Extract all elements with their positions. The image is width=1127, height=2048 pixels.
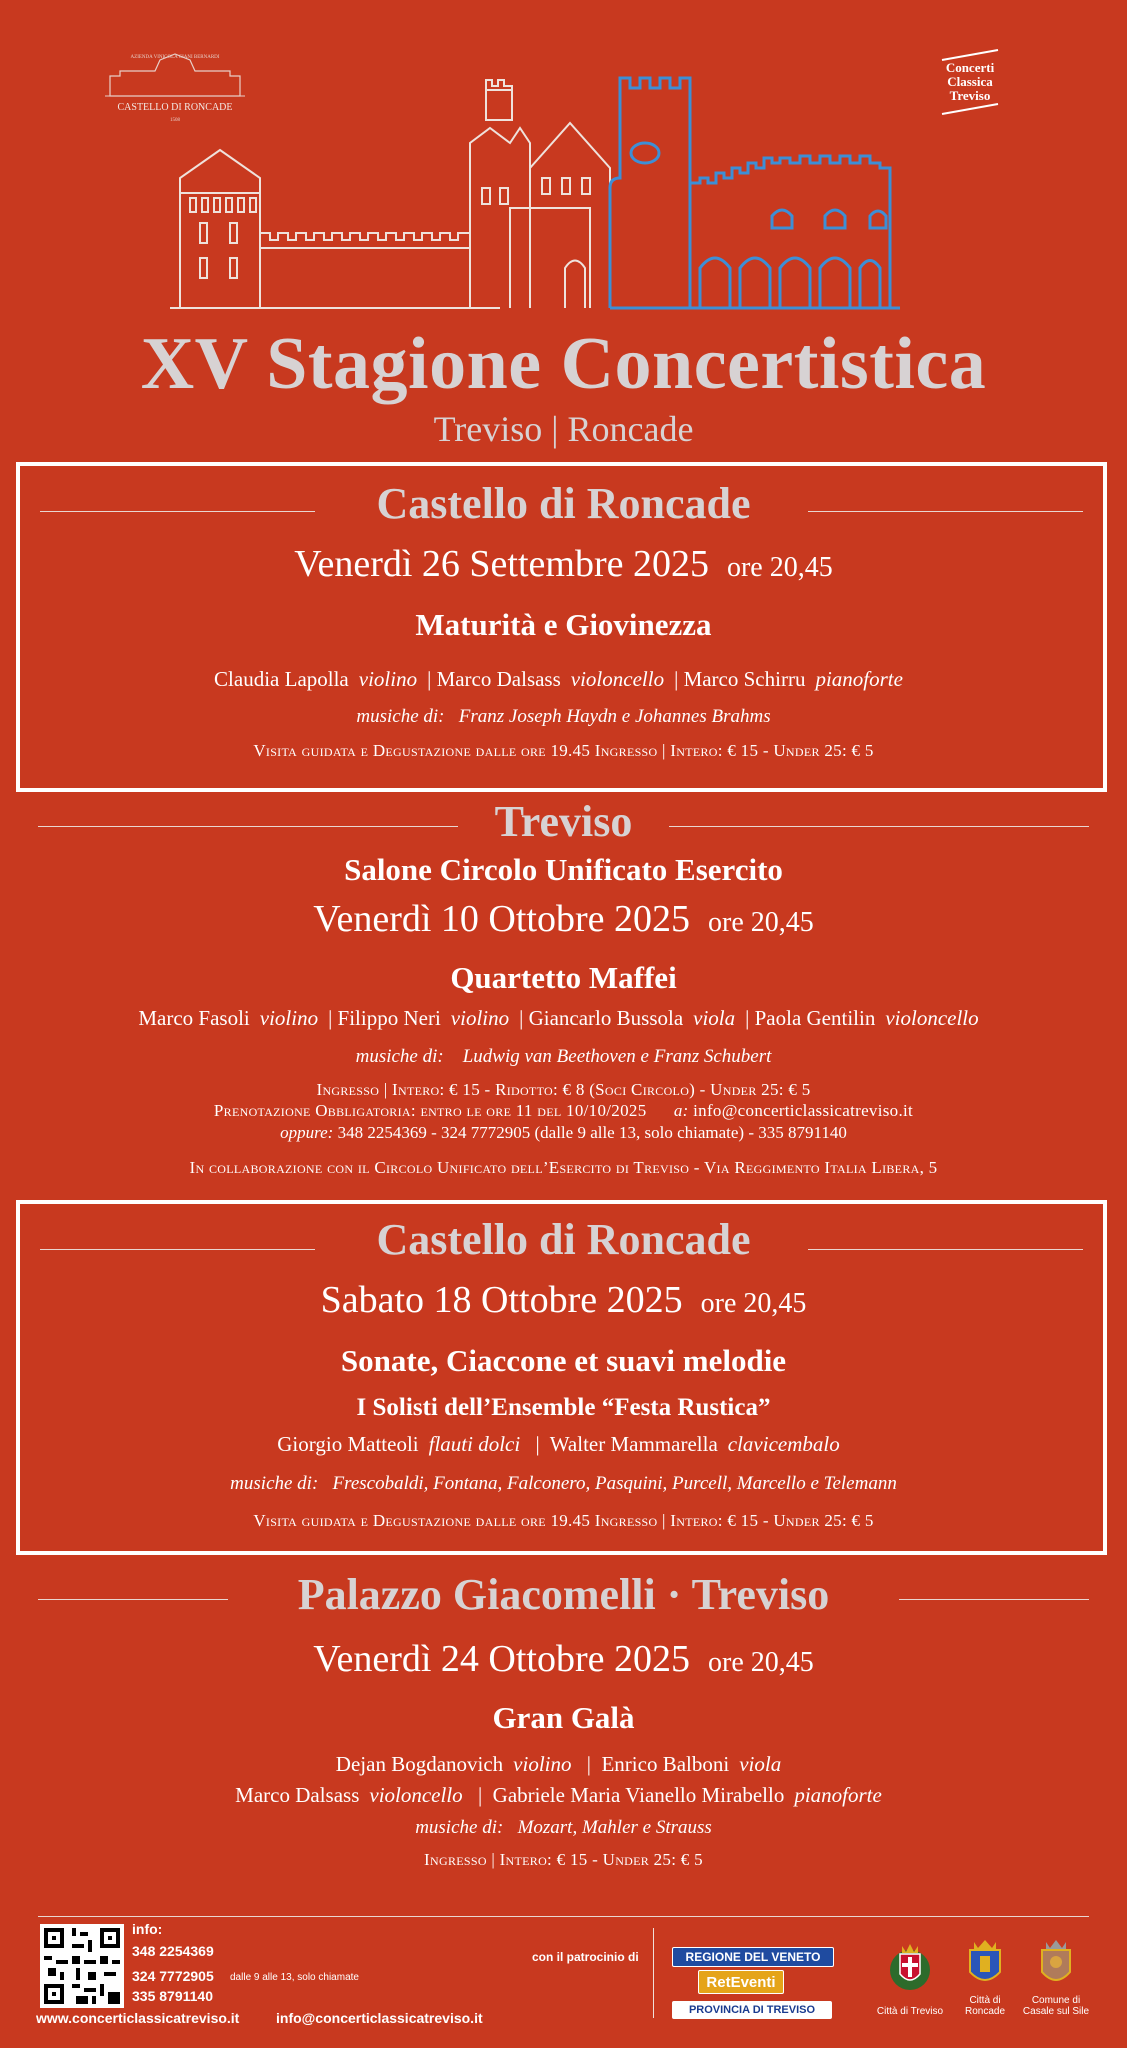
event-3-date: Sabato 18 Ottobre 2025 ore 20,45 xyxy=(320,1279,807,1321)
provincia-treviso-logo: PROVINCIA DI TREVISO xyxy=(672,2001,832,2019)
event-2-info-booking: Prenotazione Obbligatoria: entro le ore 11 del 10/10/2025 a: info@concerticlassicatreviso.it xyxy=(213,1101,914,1120)
event-1-venue: Castello di Roncade xyxy=(376,479,751,528)
treviso-crest-icon xyxy=(886,1940,934,1996)
svg-text:Classica: Classica xyxy=(947,74,993,89)
event-2-info-phones: oppure: 348 2254369 - 324 7772905 (dalle 9 alle 13, solo chiamate) - 335 8791140 xyxy=(280,1123,847,1142)
event-2-performers: Marco Fasoli violino | Filippo Neri violino | Giancarlo Bussola viola | Paola Gentilin violoncello xyxy=(138,1006,979,1030)
event-2-info-prices: Ingresso | Intero: € 15 - Ridotto: € 8 (Soci Circolo) - Under 25: € 5 xyxy=(316,1080,811,1099)
event-1-date-text: Venerdì 26 Settembre 2025 xyxy=(294,543,709,585)
info-label: info: xyxy=(132,1921,163,1937)
castle-logo-name: CASTELLO DI RONCADE xyxy=(117,102,233,113)
event-3-venue: Castello di Roncade xyxy=(376,1215,751,1264)
event-4-info: Ingresso | Intero: € 15 - Under 25: € 5 xyxy=(424,1850,703,1869)
event-1-performers: Claudia Lapolla violino | Marco Dalsass violoncello | Marco Schirru pianoforte xyxy=(214,667,903,691)
svg-text:AZIENDA VINICOLA CIANI BERNARD: AZIENDA VINICOLA CIANI BERNARDI xyxy=(130,55,220,60)
event-4-date: Venerdì 24 Ottobre 2025 ore 20,45 xyxy=(313,1638,814,1680)
event-4-venue: Palazzo Giacomelli · Treviso xyxy=(297,1570,830,1619)
reteventi-logo: RetEventi xyxy=(698,1970,784,1994)
event-1-date xyxy=(0,542,1127,586)
phone-2-note: dalle 9 alle 13, solo chiamate xyxy=(230,1972,359,1983)
event-2-collaboration: In collaborazione con il Circolo Unificato dell’Esercito di Treviso - Via Reggimento Italia Libera, 5 xyxy=(189,1158,938,1177)
casale-crest-label: Comune di Casale sul Sile xyxy=(1022,1995,1090,2017)
castle-skyline-illustration xyxy=(170,68,970,313)
event-4-title: Gran Galà xyxy=(492,1700,635,1735)
regione-veneto-logo: REGIONE DEL VENETO xyxy=(672,1947,834,1967)
phone-2[interactable]: 324 7772905 xyxy=(132,1968,214,1984)
footer-vertical-divider xyxy=(653,1928,654,2018)
treviso-crest-label: Città di Treviso xyxy=(876,2006,944,2017)
casale-crest-icon xyxy=(1038,1940,1074,1990)
event-3-performers: Giorgio Matteoli flauti dolci | Walter Mammarella clavicembalo xyxy=(277,1432,840,1456)
event-2-music: musiche di: Ludwig van Beethoven e Franz Schubert xyxy=(355,1046,772,1067)
event-3-info: Visita guidata e Degustazione dalle ore 19.45 Ingresso | Intero: € 15 - Under 25: € 5 xyxy=(253,1511,874,1530)
event-4-music: musiche di: Mozart, Mahler e Strauss xyxy=(415,1817,712,1838)
event-3-title: Sonate, Ciaccone et suavi melodie xyxy=(340,1343,787,1378)
event-2-date: Venerdì 10 Ottobre 2025 ore 20,45 xyxy=(313,898,814,940)
event-1-info: Visita guidata e Degustazione dalle ore 19.45 Ingresso | Intero: € 15 - Under 25: € 5 xyxy=(253,741,874,760)
event-3-music: musiche di: Frescobaldi, Fontana, Falconero, Pasquini, Purcell, Marcello e Telemann xyxy=(230,1473,897,1494)
phone-3[interactable]: 335 8791140 xyxy=(132,1988,213,2004)
event-1-title: Maturità e Giovinezza xyxy=(415,607,712,642)
page-title: XV Stagione Concertistica xyxy=(140,323,987,405)
footer-divider xyxy=(38,1916,1089,1917)
page-subtitle: Treviso | Roncade xyxy=(433,409,694,449)
event-4-performers-2: Marco Dalsass violoncello | Gabriele Maria Vianello Mirabello pianoforte xyxy=(235,1783,882,1807)
event-2-venue: Treviso xyxy=(494,797,633,846)
website-link[interactable]: www.concerticlassicatreviso.it xyxy=(36,2010,240,2026)
svg-text:1508: 1508 xyxy=(170,118,180,123)
email-link[interactable]: info@concerticlassicatreviso.it xyxy=(276,2010,483,2026)
phone-1[interactable]: 348 2254369 xyxy=(132,1943,214,1959)
patronage-label: con il patrocinio di xyxy=(532,1950,639,1964)
event-1-time: ore 20,45 xyxy=(726,552,833,583)
roncade-crest-label: Città di Roncade xyxy=(964,1995,1006,2017)
event-2-title: Quartetto Maffei xyxy=(450,960,677,995)
qr-code[interactable] xyxy=(40,1924,124,2008)
svg-text:Concerti: Concerti xyxy=(945,60,995,75)
roncade-crest-icon xyxy=(966,1940,1004,1990)
event-1-music: musiche di: Franz Joseph Haydn e Johannes Brahms xyxy=(356,706,771,727)
event-4-performers-1: Dejan Bogdanovich violino | Enrico Balboni viola xyxy=(335,1752,782,1776)
event-3-ensemble: I Solisti dell’Ensemble “Festa Rustica” xyxy=(356,1394,771,1421)
event-2-subvenue: Salone Circolo Unificato Esercito xyxy=(344,852,783,887)
svg-text:Treviso: Treviso xyxy=(949,88,991,103)
